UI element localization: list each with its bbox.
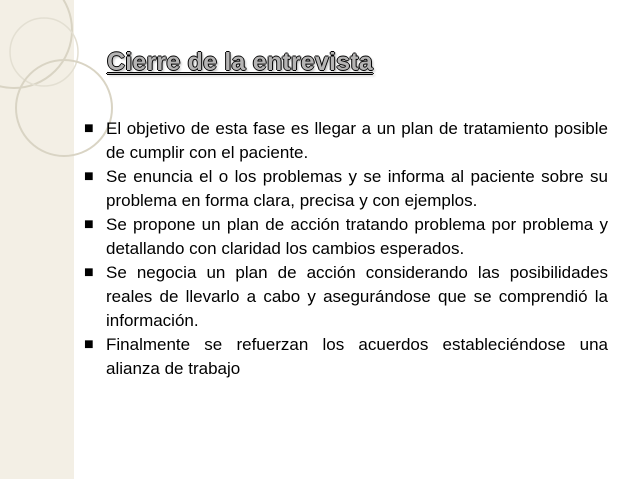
bullet-list [84,117,608,381]
bullet-text: Se negocia un plan de acción considerando las posibilidades reales de llevarlo a cabo y asegurándose que se comprendió la información. [106,263,608,330]
square-bullet-icon: ■ [84,336,94,353]
bullet-item-5 [84,333,608,381]
bullet-item-1 [84,117,608,165]
square-bullet-icon: ■ [84,120,94,137]
bullet-text: Se propone un plan de acción tratando problema por problema y detallando con claridad los cambios esperados. [106,215,608,258]
bullet-item-3 [84,213,608,261]
bullet-text: Finalmente se refuerzan los acuerdos estableciéndose una alianza de trabajo [106,335,608,378]
bullet-item-2 [84,165,608,213]
bullet-text: Se enuncia el o los problemas y se informa al paciente sobre su problema en forma clara, precisa y con ejemplos. [106,167,608,210]
bullet-item-4 [84,261,608,333]
square-bullet-icon: ■ [84,264,94,281]
slide-title: Cierre de la entrevista [107,48,373,76]
square-bullet-icon: ■ [84,216,94,233]
square-bullet-icon: ■ [84,168,94,185]
bullet-text: El objetivo de esta fase es llegar a un plan de tratamiento posible de cumplir con el paciente. [106,119,608,162]
